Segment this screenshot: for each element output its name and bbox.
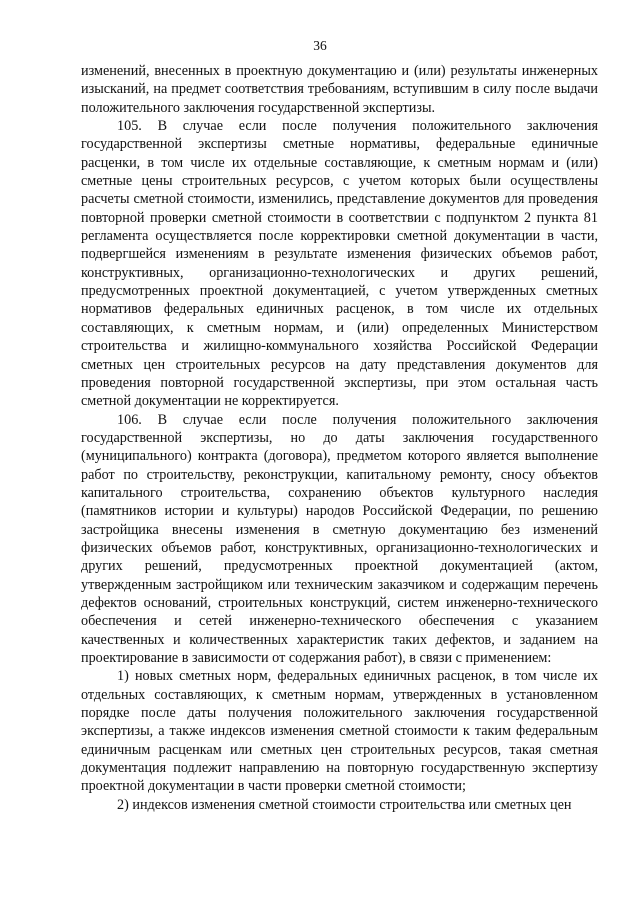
paragraph-106: 106. В случае если после получения положительного заключения государственной экспертизы, но до даты заключения государственного (муниципального) контракта (договора), предметом которого является выполнение работ по строительству, реконструкции, капитальному ремонту, сносу объектов капитального строительства, сохранению объектов культурного наследия (памятников истории и культуры) народов Российской Федерации, по решению застройщика внесены изменения в сметную документацию без изменений физических объемов работ, конструктивных, организационно-технологических и других решений, предусмотренных проектной документацией (актом, утвержденным застройщиком или техническим заказчиком и содержащим перечень дефектов оснований, строительных конструкций, систем инженерно-технического обеспечения и сетей инженерно-технического обеспечения с указанием качественных и количественных характеристик таких дефектов, и заданием на проектирование в зависимости от содержания работ), в связи с применением: [81, 411, 598, 666]
paragraph-continuation: изменений, внесенных в проектную документацию и (или) результаты инженерных изысканий, на предмет соответствия требованиям, вступившим в силу после выдачи положительного заключения государственной экспертизы. [81, 63, 598, 116]
page-number: 36 [313, 38, 327, 53]
document-body [81, 62, 598, 814]
list-item-1: 1) новых сметных норм, федеральных единичных расценок, в том числе их отдельных составляющих, к сметным нормам, утвержденных в установленном порядке после даты получения положительного заключения государственной экспертизы, а также индексов изменения сметной стоимости к таким федеральным единичным расценкам или сметных цен строительных ресурсов, такая сметная документация подлежит направлению на повторную государственную экспертизу проектной документации в части проверки сметной стоимости; [81, 668, 598, 795]
paragraph-105: 105. В случае если после получения положительного заключения государственной экспертизы сметные нормативы, федеральные единичные расценки, в том числе их отдельные составляющие, к сметным нормам и (или) сметные цены строительных ресурсов, с учетом которых были осуществлены расчеты сметной стоимости, изменились, представление документов для проведения повторной проверки сметной стоимости в соответствии с подпунктом 2 пункта 81 регламента осуществляется после корректировки сметной документации в части, подвергшейся изменениям в результате изменения физических объемов работ, конструктивных, организационно-технологических и других решений, предусмотренных проектной документацией, с учетом утвержденных сметных нормативов федеральных единичных расценок, в том числе их отдельных составляющих, к сметным нормам, и (или) определенных Министерством строительства и жилищно-коммунального хозяйства Российской Федерации сметных цен строительных ресурсов на дату представления документов для проведения повторной государственной экспертизы, при этом остальная часть сметной документации не корректируется. [81, 118, 598, 410]
list-item-2: 2) индексов изменения сметной стоимости строительства или сметных цен [117, 796, 572, 813]
